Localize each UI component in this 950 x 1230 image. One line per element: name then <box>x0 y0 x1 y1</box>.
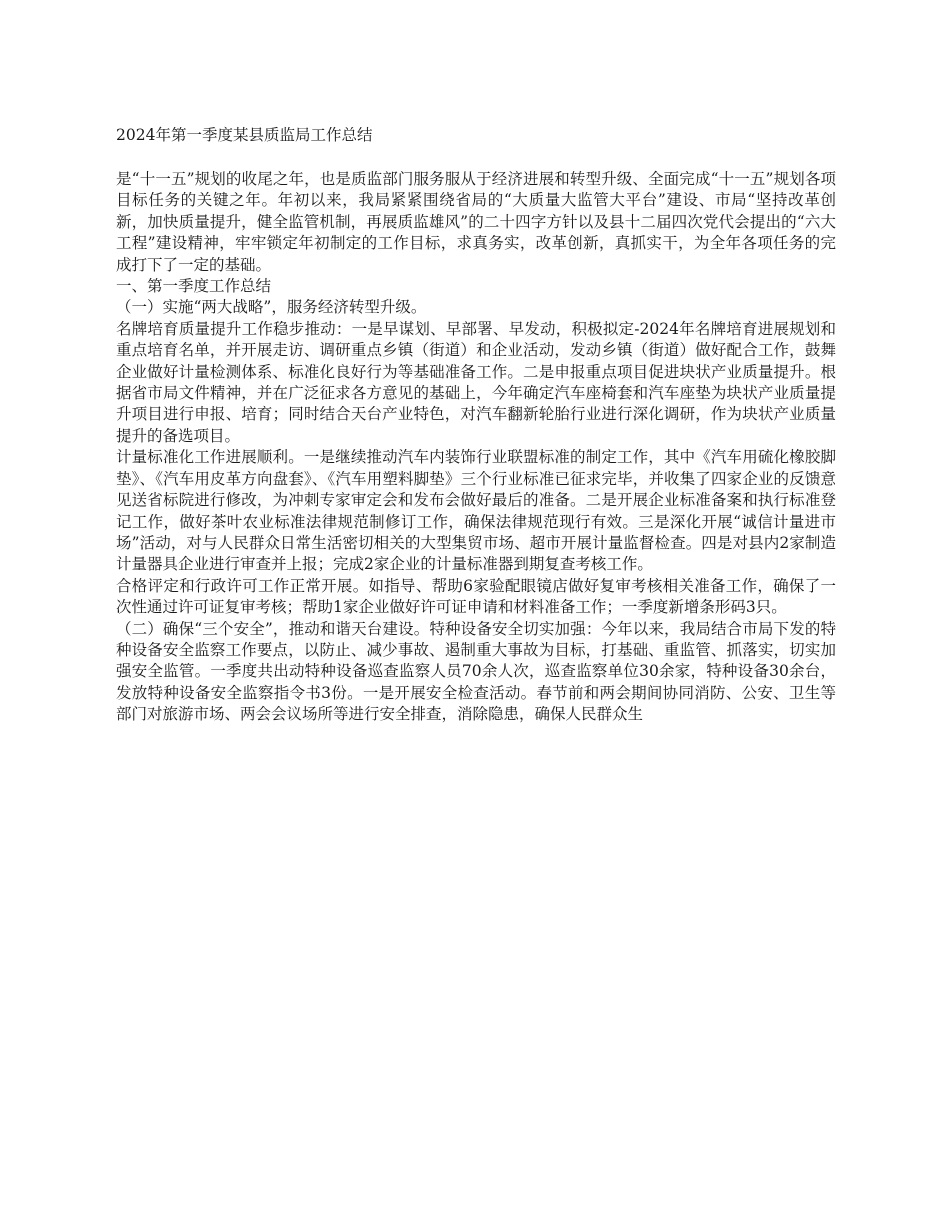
paragraph-safety: （二）确保“三个安全”，推动和谐天台建设。特种设备安全切实加强：今年以来，我局结合市局下发的特种设备安全监察工作要点，以防止、减少事故、遏制重大事故为目标，打基础、重监管、抓落实，切实加强安全监管。一季度共出动特种设备巡查监察人员70余人次，巡查监察单位30余家，特种设备30余台，发放特种设备安全监察指令书3份。一是开展安全检查活动。春节前和两会期间协同消防、公安、卫生等部门对旅游市场、两会会议场所等进行安全排查，消除隐患，确保人民群众生 <box>116 619 836 724</box>
paragraph-conformity-licensing: 合格评定和行政许可工作正常开展。如指导、帮助6家验配眼镜店做好复审考核相关准备工作，确保了一次性通过许可证复审考核；帮助1家企业做好许可证申请和材料准备工作；一季度新增条形码3只。 <box>116 576 836 617</box>
document-body <box>116 169 836 726</box>
paragraph-metrology-standardization: 计量标准化工作进展顺利。一是继续推动汽车内装饰行业联盟标准的制定工作，其中《汽车用硫化橡胶脚垫》、《汽车用皮革方向盘套》、《汽车用塑料脚垫》三个行业标准已征求完毕，并收集了四家企业的反馈意见送省标院进行修改，为冲刺专家审定会和发布会做好最后的准备。二是开展企业标准备案和执行标准登记工作，做好茶叶农业标准法律规范制修订工作，确保法律规范现行有效。三是深化开展“诚信计量进市场”活动，对与人民群众日常生活密切相关的大型集贸市场、超市开展计量监督检查。四是对县内2家制造计量器具企业进行审查并上报；完成2家企业的计量标准器到期复查考核工作。 <box>116 448 836 574</box>
subsection-heading-strategies: （一）实施“两大战略”，服务经济转型升级。 <box>116 298 427 317</box>
document-title: 2024年第一季度某县质监局工作总结 <box>116 126 373 144</box>
section-heading-summary: 一、第一季度工作总结 <box>116 277 272 296</box>
paragraph-brand-cultivation: 名牌培育质量提升工作稳步推动：一是早谋划、早部署、早发动，积极拟定-2024年名牌培育进展规划和重点培育名单，并开展走访、调研重点乡镇（街道）和企业活动，发动乡镇（街道）做好配合工作，鼓舞企业做好计量检测体系、标准化良好行为等基础准备工作。二是申报重点项目促进块状产业质量提升。根据省市局文件精神，并在广泛征求各方意见的基础上，今年确定汽车座椅套和汽车座垫为块状产业质量提升项目进行申报、培育；同时结合天台产业特色，对汽车翻新轮胎行业进行深化调研，作为块状产业质量提升的备选项目。 <box>116 319 836 445</box>
paragraph-intro: 是“十一五”规划的收尾之年，也是质监部门服务服从于经济进展和转型升级、全面完成“十一五”规划各项目标任务的关键之年。年初以来，我局紧紧围绕省局的“大质量大监管大平台”建设、市局“坚持改革创新，加快质量提升，健全监管机制，再展质监雄风”的二十四字方针以及县十二届四次党代会提出的“六大工程”建设精神，牢牢锁定年初制定的工作目标，求真务实，改革创新，真抓实干，为全年各项任务的完成打下了一定的基础。 <box>116 170 836 274</box>
